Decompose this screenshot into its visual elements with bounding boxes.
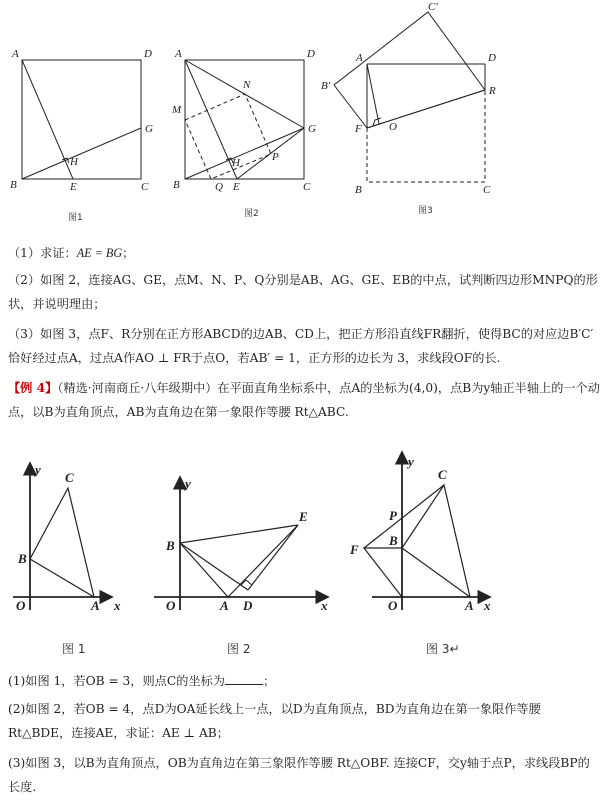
square-abcd: [22, 60, 141, 179]
bottom-figure-1: [13, 463, 112, 610]
triangle-abc-1: [30, 488, 94, 597]
top-figure-1: [22, 60, 141, 179]
label-B-b3: B: [389, 533, 398, 548]
label-E-2: E: [233, 181, 240, 193]
question-2: (2)如图 2，若OB = 4，点D为OA延长线上一点，以D为直角顶点，BD为直角边在第一象限作等腰 Rt△BDE，连接AE，求证：AE ⊥ AB；: [8, 702, 541, 740]
folded-square: [334, 12, 485, 128]
label-C-b3: C: [438, 467, 447, 482]
triangle-obf: [364, 548, 402, 597]
caption-top-fig3: 图3: [418, 206, 433, 216]
label-N: N: [243, 79, 251, 91]
label-D: D: [144, 48, 152, 60]
segment-ae-2: [185, 60, 237, 179]
label-O: O: [389, 121, 397, 133]
label-x-1: x: [114, 598, 121, 613]
label-x-2: x: [321, 598, 328, 613]
label-A-b1: A: [91, 598, 100, 613]
q1-end-punct: ；: [262, 674, 276, 688]
label-M: M: [172, 104, 182, 116]
problem3-question-3: （3）如图 3，点F、R分别在正方形ABCD的边AB、CD上，把正方形沿直线FR翻折，使得BC的对应边B′C′恰好经过点A，过点A作AO ⊥ FR于点O，若AB′ = 1，正方形的边长为 3，求线段OF的长.: [8, 327, 594, 365]
caption-bottom-fig3: 图 3↵: [426, 642, 460, 656]
segment-de: [248, 525, 298, 590]
label-P: P: [272, 151, 279, 163]
label-E: E: [70, 181, 77, 193]
answer-blank[interactable]: [225, 672, 263, 685]
label-R: R: [489, 85, 496, 97]
caption-bottom-fig1: 图 1: [62, 642, 86, 656]
label-F-b3: F: [350, 542, 359, 557]
label-Q: Q: [215, 181, 223, 193]
bottom-figure-2: [154, 477, 328, 610]
segment-bg-2: [185, 128, 304, 179]
label-C-2: C: [303, 181, 311, 193]
label-P-b3: P: [389, 508, 397, 523]
label-A-2: A: [175, 48, 182, 60]
square-abcd-2: [185, 60, 304, 179]
top-figure-3: [334, 12, 485, 182]
label-C: C: [141, 181, 149, 193]
segment-ae: [228, 525, 298, 597]
q1-lead: （1）求证：: [8, 246, 77, 260]
segment-be: [180, 525, 298, 543]
label-H: H: [70, 156, 78, 168]
segment-ba: [180, 543, 228, 597]
label-A-b3: A: [465, 598, 474, 613]
problem3-question-2: （2）如图 2，连接AG、GE，点M、N、P、Q分别是AB、AG、GE、EB的中点，试判断四边形MNPQ的形状，并说明理由；: [8, 273, 598, 311]
label-A-b2: A: [220, 598, 229, 613]
question-3: (3)如图 3，以B为直角顶点，OB为直角边在第三象限作等腰 Rt△OBF. 连接CF，交y轴于点P，求线段BP的长度.: [8, 756, 590, 794]
label-G: G: [145, 123, 153, 135]
label-H-2: H: [232, 157, 240, 169]
label-A: A: [12, 48, 19, 60]
label-D-2: D: [307, 48, 315, 60]
label-A-3: A: [356, 52, 363, 64]
q1-math: AE = BG: [76, 246, 123, 260]
quad-mnpq: [185, 94, 271, 179]
segment-bg: [22, 128, 141, 179]
triangle-abc-3: [402, 485, 470, 597]
caption-bottom-fig2: 图 2: [227, 642, 251, 656]
segment-ae: [22, 60, 73, 179]
label-y-3: y: [408, 454, 414, 469]
label-B: B: [10, 179, 17, 191]
label-D-3: D: [488, 52, 496, 64]
example-tag: 【例 4】: [8, 381, 58, 395]
label-y-2: y: [185, 476, 191, 491]
label-B-2: B: [173, 179, 180, 191]
q1-end: ；: [122, 246, 135, 260]
segment-bd: [180, 543, 248, 590]
segment-cf: [364, 485, 444, 548]
original-bottom-dashed: [367, 90, 485, 182]
segment-ao: [367, 64, 379, 124]
label-x-3: x: [484, 598, 491, 613]
caption-top-fig1: 图1: [68, 213, 83, 223]
example-text: 在平面直角坐标系中，点A的坐标为(4,0)，点B为y轴正半轴上的一个动点，以B为直角顶点，AB为直角边在第一象限作等腰 Rt△ABC.: [8, 381, 600, 419]
label-Bp: B′: [321, 80, 331, 92]
label-O-b2: O: [166, 598, 176, 613]
label-B-b2: B: [166, 538, 175, 553]
segment-ge: [237, 128, 304, 179]
top-figure-2: [185, 60, 304, 179]
label-E-b2: E: [299, 509, 308, 524]
label-Cp: C′: [428, 1, 438, 13]
label-C-b1: C: [65, 470, 74, 485]
label-D-b2: D: [243, 598, 253, 613]
label-B-b1: B: [18, 551, 27, 566]
label-C-3: C: [483, 184, 491, 196]
bottom-figure-3: [364, 452, 490, 610]
q1-text: (1)如图 1，若OB = 3，则点C的坐标为: [8, 674, 225, 688]
label-y-1: y: [35, 462, 41, 477]
example-source: （精选·河南商丘·八年级期中）: [57, 381, 218, 395]
caption-top-fig2: 图2: [244, 209, 259, 219]
label-B-3: B: [355, 184, 362, 196]
label-O-b3: O: [388, 598, 398, 613]
question-1: [8, 669, 600, 693]
problem3-question-1: [8, 241, 600, 265]
label-G-2: G: [308, 123, 316, 135]
label-O-b1: O: [16, 598, 26, 613]
label-F: F: [355, 123, 362, 135]
example-4-statement: [8, 376, 600, 424]
